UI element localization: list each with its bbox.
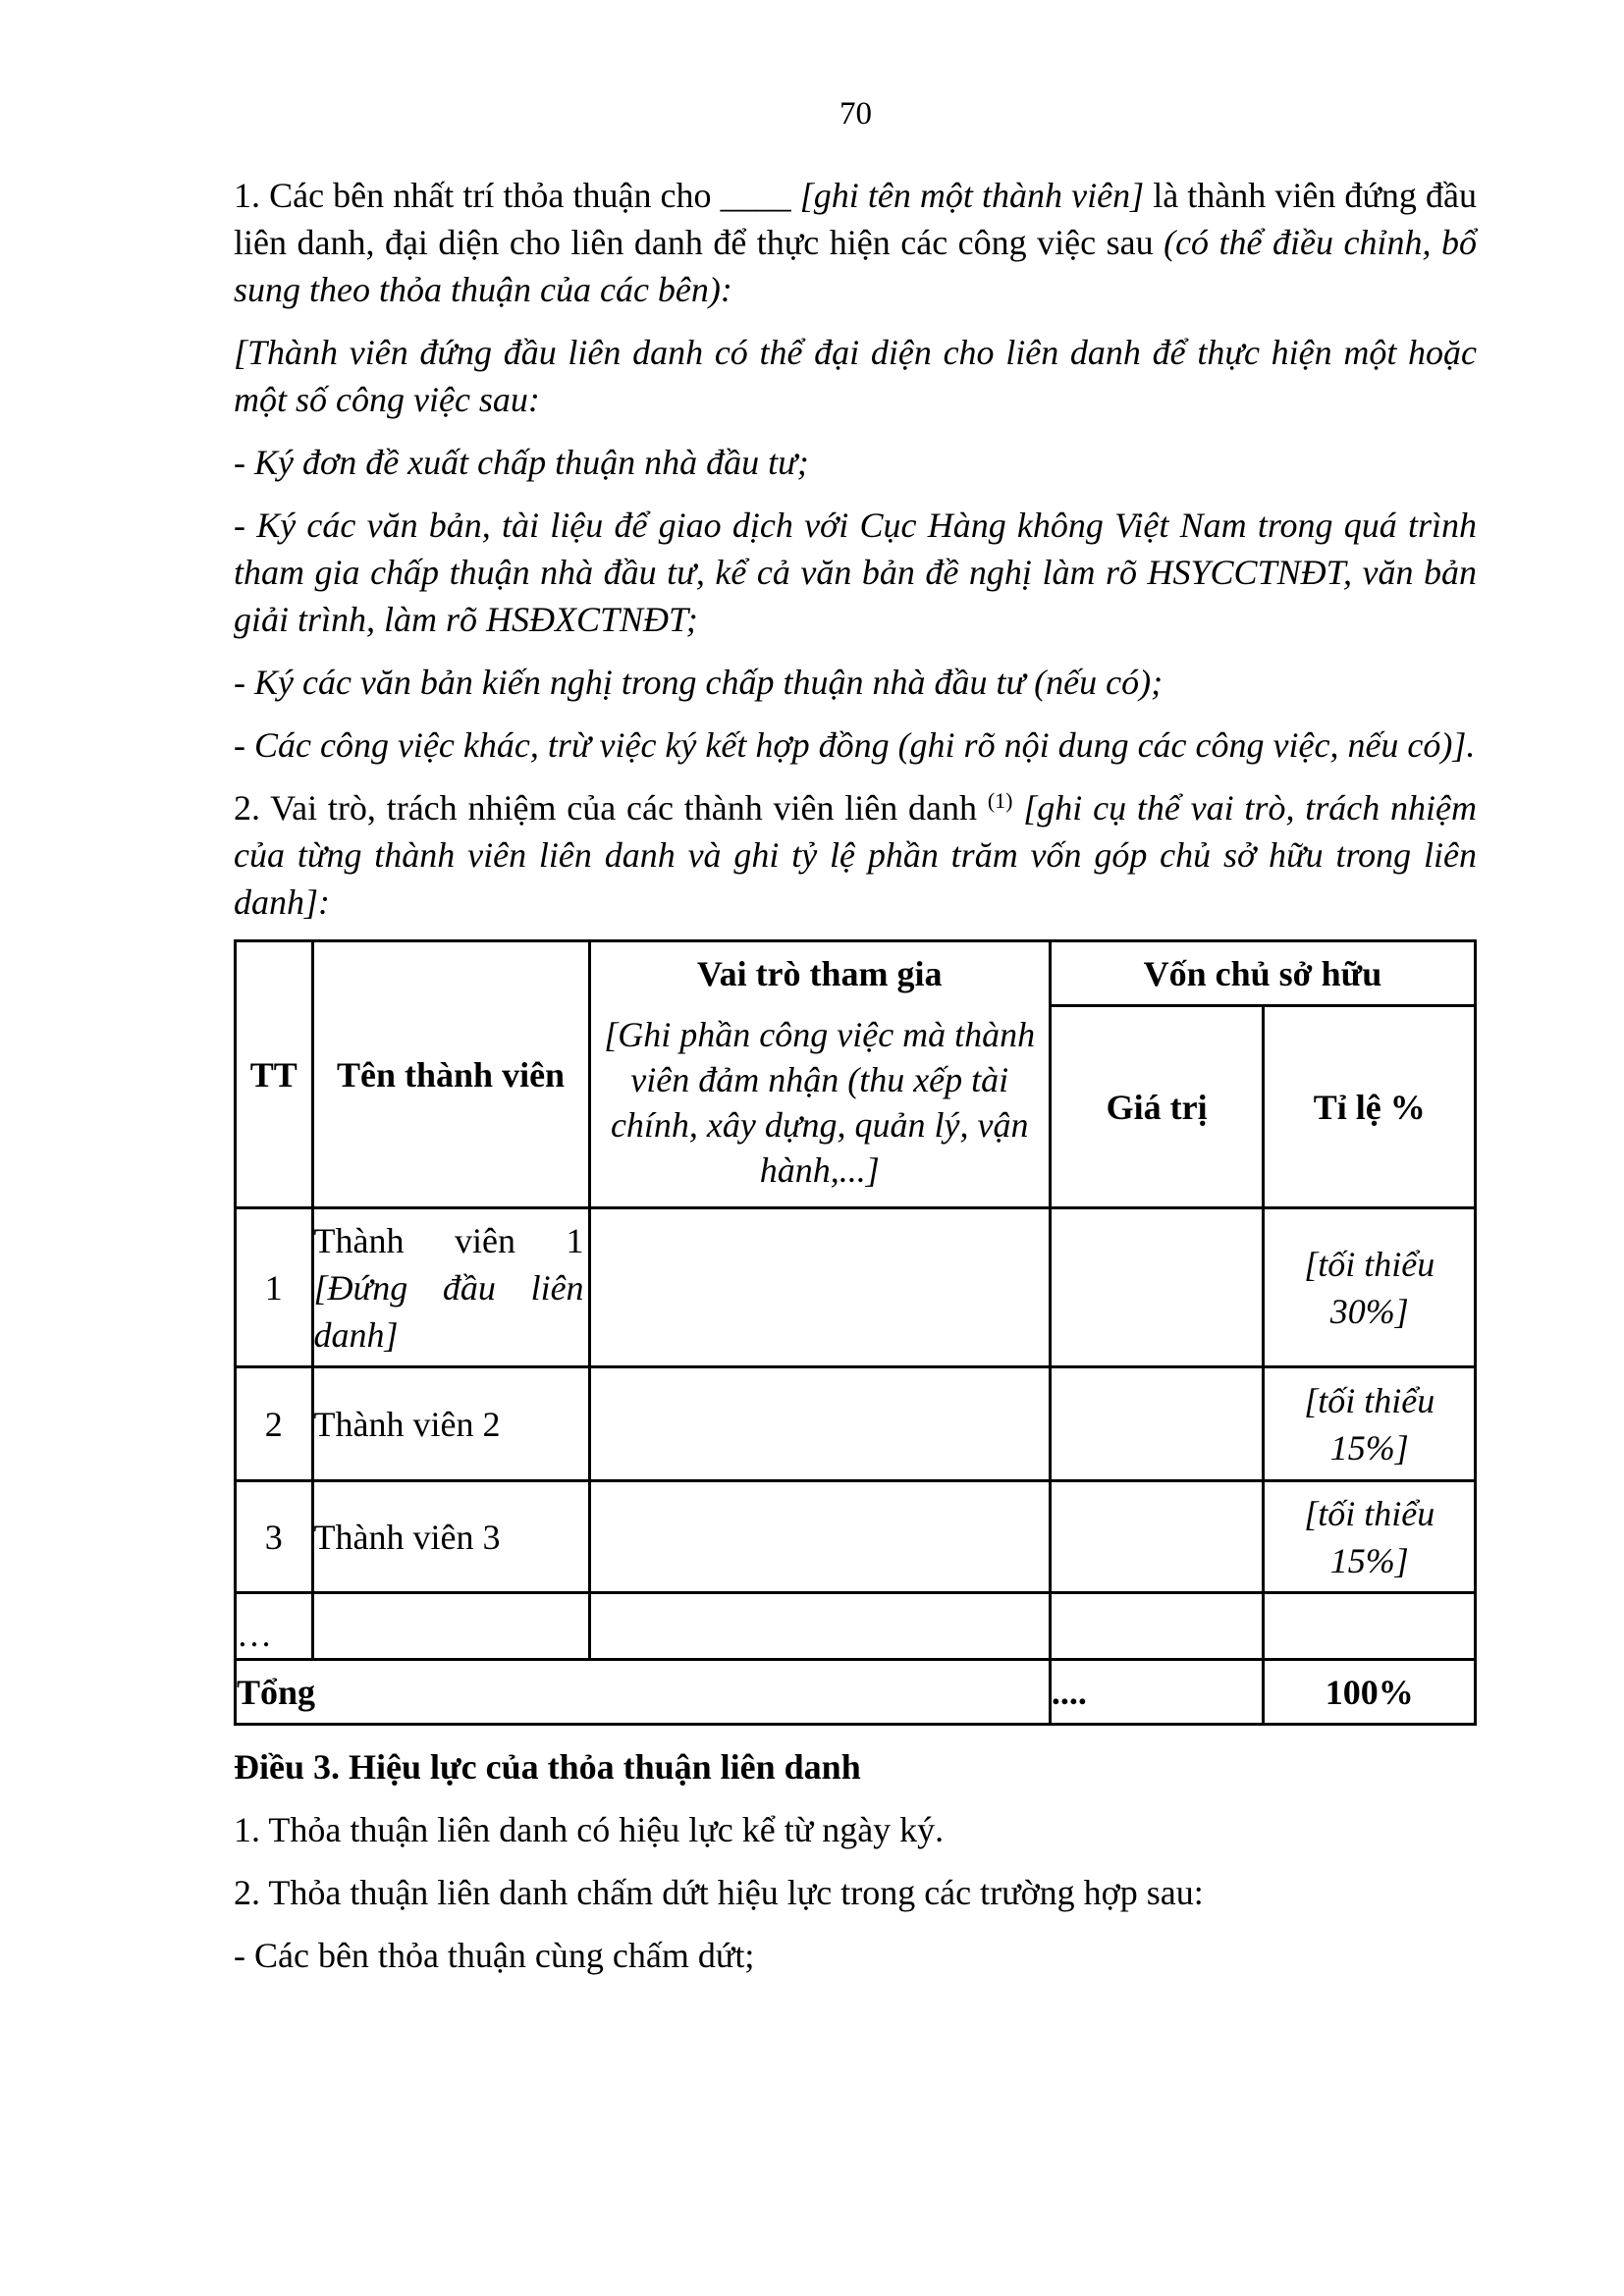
p2-footnote-ref: (1): [987, 788, 1013, 813]
row-1-name-text: Thành viên 1: [313, 1220, 584, 1260]
article-3-item-2: 2. Thỏa thuận liên danh chấm dứt hiệu lực trong các trường hợp sau:: [234, 1873, 1204, 1912]
italic-block-intro: [Thành viên đứng đầu liên danh có thể đại diện cho liên danh để thực hiện một hoặc một số công việc sau:: [234, 333, 1477, 419]
row-2-percent: [tối thiểu 15%]: [1264, 1367, 1476, 1481]
table-total-row: [236, 1660, 1476, 1725]
row-2-role: [589, 1367, 1050, 1481]
header-role: Vai trò tham gia: [589, 941, 1050, 1006]
row-1-value: [1050, 1208, 1264, 1367]
row-ellipsis-name: [312, 1593, 589, 1660]
p1-placeholder: [ghi tên một thành viên]: [799, 176, 1145, 215]
row-1-name-note: [Đứng đầu liên danh]: [313, 1267, 584, 1355]
member-table: [234, 939, 1477, 1726]
italic-block-item-1: - Ký đơn đề xuất chấp thuận nhà đầu tư;: [234, 443, 809, 482]
row-3-name: Thành viên 3: [312, 1481, 589, 1593]
italic-block-item-3: - Ký các văn bản kiến nghị trong chấp thuận nhà đầu tư (nếu có);: [234, 663, 1164, 702]
row-1-name: [312, 1208, 589, 1367]
row-2-tt: 2: [236, 1367, 313, 1481]
row-ellipsis-value: [1050, 1593, 1264, 1660]
table-row: [236, 1367, 1476, 1481]
p1-note: (có thể điều chỉnh, bổ sung theo thỏa thuận của các bên):: [234, 223, 1477, 309]
row-ellipsis-role: [589, 1593, 1050, 1660]
row-3-tt: 3: [236, 1481, 313, 1593]
table-row: [236, 1481, 1476, 1593]
row-ellipsis-tt: …: [236, 1593, 313, 1660]
italic-block-item-2: - Ký các văn bản, tài liệu để giao dịch với Cục Hàng không Việt Nam trong quá trình tham gia chấp thuận nhà đầu tư, kể cả văn bản đề nghị làm rõ HSYCCTNĐT, văn bản giải trình, làm rõ HSĐXCTNĐT;: [234, 506, 1477, 639]
header-tt: TT: [236, 941, 313, 1208]
p2-note: [ghi cụ thể vai trò, trách nhiệm của từng thành viên liên danh và ghi tỷ lệ phần trăm vốn góp chủ sở hữu trong liên danh]:: [234, 788, 1478, 922]
row-1-percent: [tối thiểu 30%]: [1264, 1208, 1476, 1367]
header-member-name: Tên thành viên: [312, 941, 589, 1208]
total-value: ....: [1050, 1660, 1264, 1725]
article-3-heading: Điều 3. Hiệu lực của thỏa thuận liên danh: [234, 1747, 861, 1787]
p1-text-c: là thành viên đứng đầu liên danh, đại diện cho liên danh để thực hiện các công việc sau: [234, 176, 1478, 262]
total-label: Tổng: [236, 1660, 1051, 1725]
table-row-ellipsis: [236, 1593, 1476, 1660]
header-percent: Tỉ lệ %: [1264, 1006, 1476, 1208]
p1-text-a: 1. Các bên nhất trí thỏa thuận cho ____: [234, 176, 800, 215]
document-body: [234, 172, 1477, 1995]
row-2-name: Thành viên 2: [312, 1367, 589, 1481]
row-3-role: [589, 1481, 1050, 1593]
italic-block-item-4: - Các công việc khác, trừ việc ký kết hợp đồng (ghi rõ nội dung các công việc, nếu có)].: [234, 725, 1476, 765]
table-header-row: [236, 941, 1476, 1006]
row-2-value: [1050, 1367, 1264, 1481]
table-row: [236, 1208, 1476, 1367]
row-3-percent: [tối thiểu 15%]: [1264, 1481, 1476, 1593]
row-1-role: [589, 1208, 1050, 1367]
p2-text-a: 2. Vai trò, trách nhiệm của các thành viên liên danh: [234, 788, 988, 828]
article-3-item-1: 1. Thỏa thuận liên danh có hiệu lực kể từ ngày ký.: [234, 1810, 945, 1849]
header-value: Giá trị: [1050, 1006, 1264, 1208]
paragraph-2: [234, 784, 1477, 926]
header-equity: Vốn chủ sở hữu: [1050, 941, 1475, 1006]
total-percent: 100%: [1264, 1660, 1476, 1725]
row-ellipsis-percent: [1264, 1593, 1476, 1660]
header-role-note: [Ghi phần công việc mà thành viên đảm nhận (thu xếp tài chính, xây dựng, quản lý, vận hành,...]: [589, 1006, 1050, 1208]
paragraph-1: [234, 172, 1477, 313]
article-3-item-3: - Các bên thỏa thuận cùng chấm dứt;: [234, 1936, 755, 1975]
row-1-tt: 1: [236, 1208, 313, 1367]
row-3-value: [1050, 1481, 1264, 1593]
page-number: 70: [839, 96, 872, 132]
